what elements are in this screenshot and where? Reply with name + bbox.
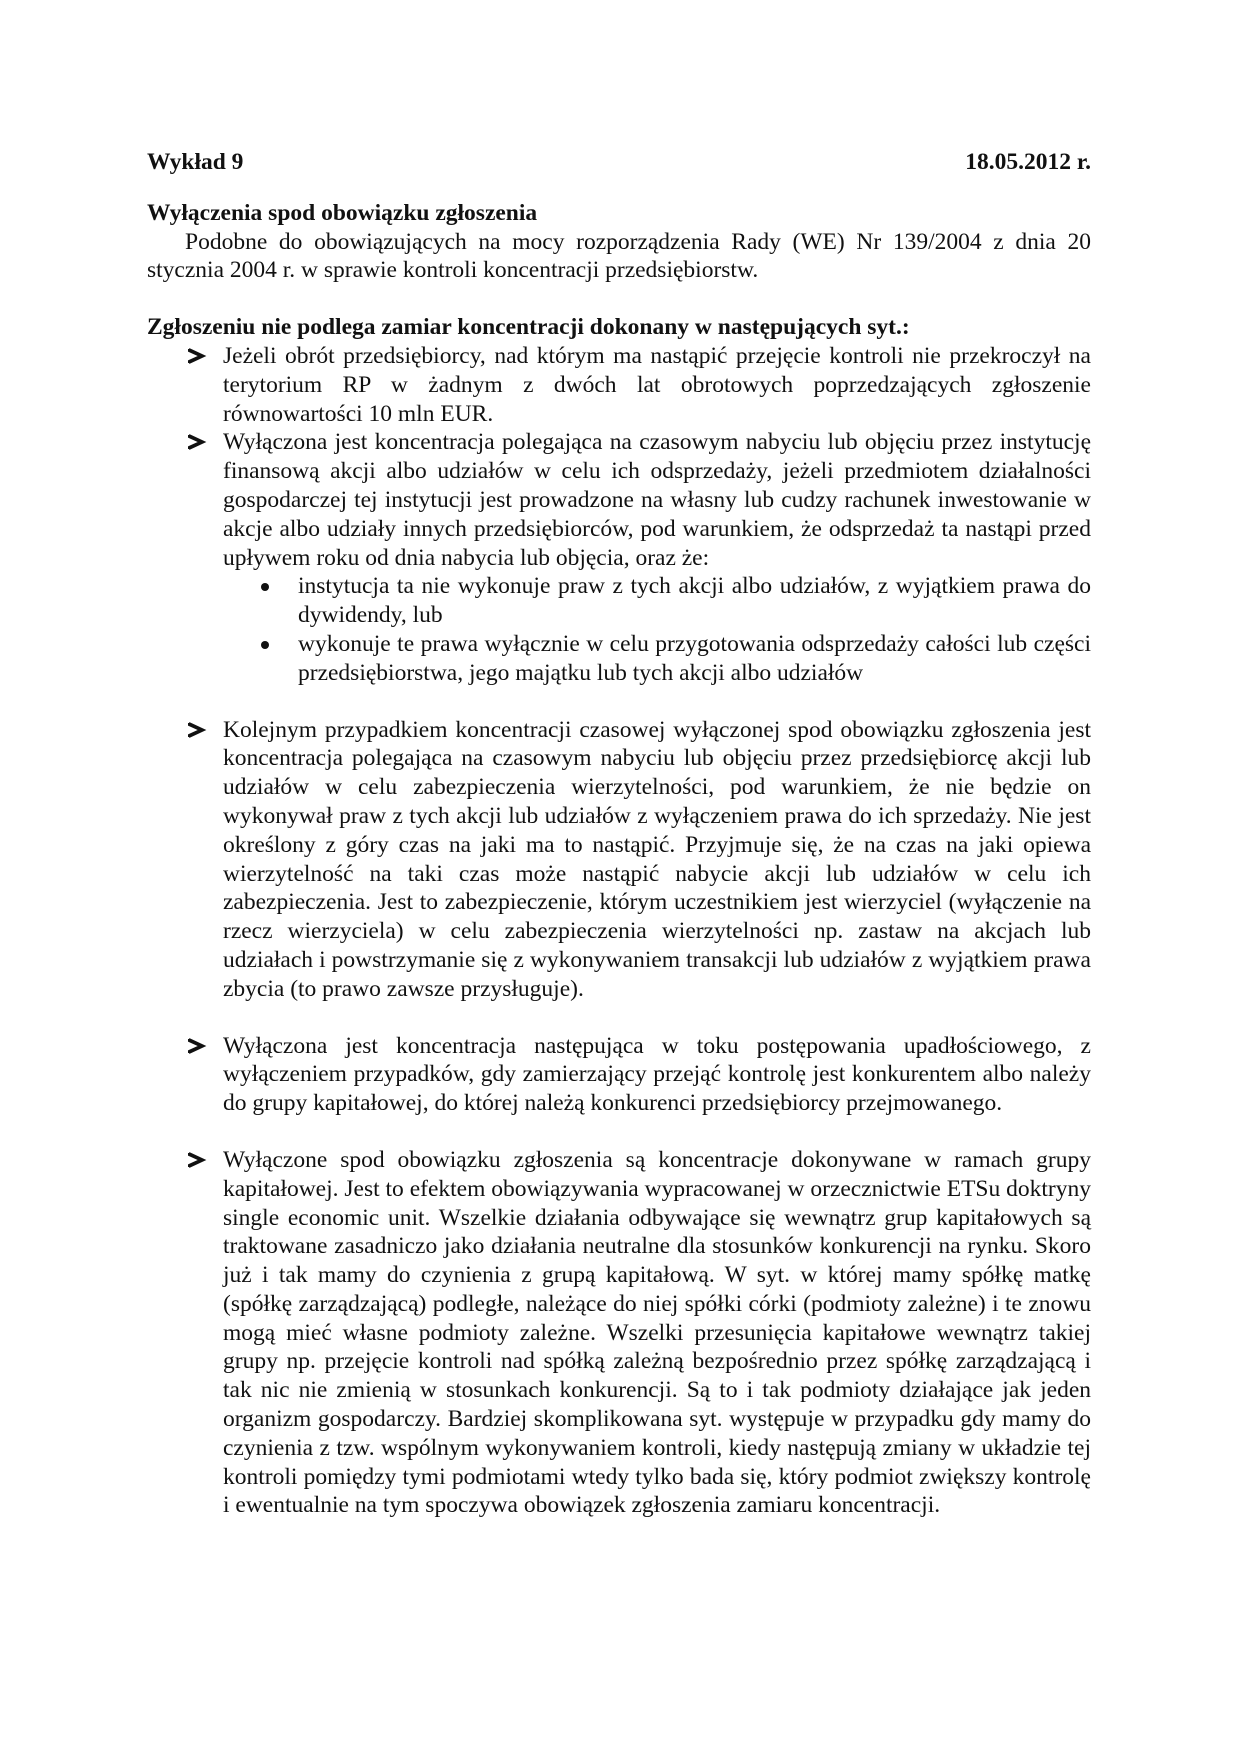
dot-bullet-icon xyxy=(261,641,269,649)
situations-list xyxy=(147,342,1091,688)
list-item-text: Wyłączona jest koncentracja następująca w toku postępowania upadłościowego, z wyłączeniem przypadków, gdy zamierzający przejąć kontrolę jest konkurentem albo należy do grupy kapitałowej, do której należą konkurenci przedsiębiorcy przejmowanego. xyxy=(223,1032,1091,1117)
list-item xyxy=(147,428,1091,687)
sub-list xyxy=(223,572,1091,687)
list-item-text: Jeżeli obrót przedsiębiorcy, nad którym ma nastąpić przejęcie kontroli nie przekroczył na terytorium RP w żadnym z dwóch lat obrotowych poprzedzających zgłoszenie równowartości 10 mln EUR. xyxy=(223,342,1091,427)
lecture-date: 18.05.2012 r. xyxy=(965,149,1091,175)
page-header xyxy=(147,148,1091,177)
list-item xyxy=(147,342,1091,428)
arrow-bullet-icon xyxy=(185,342,209,370)
list-item-text: Wyłączona jest koncentracja polegająca na czasowym nabyciu lub objęciu przez instytucję finansową akcji albo udziałów w celu ich odsprzedaży, jeżeli przedmiotem działalności gospodarczej tej instytucji jest prowadzone na własny lub cudzy rachunek inwestowanie w akcje albo udziały innych przedsiębiorców, pod warunkiem, że odsprzedaż ta nastąpi przed upływem roku od dnia nabycia lub objęcia, oraz że: xyxy=(223,429,1091,571)
sub-list-item xyxy=(223,572,1091,630)
dot-bullet-icon xyxy=(261,583,269,591)
spacer xyxy=(147,1118,1091,1146)
arrow-bullet-icon xyxy=(185,428,209,456)
arrow-bullet-icon xyxy=(185,716,209,744)
section-title-situations: Zgłoszeniu nie podlega zamiar koncentracji dokonany w następujących syt.: xyxy=(147,314,910,341)
situations-list-continued xyxy=(147,1146,1091,1520)
spacer xyxy=(147,1004,1091,1032)
section-title-exemptions: Wyłączenia spod obowiązku zgłoszenia xyxy=(147,199,538,226)
situations-list-continued xyxy=(147,1032,1091,1118)
sub-list-item-text: instytucja ta nie wykonuje praw z tych akcji albo udziałów, z wyjątkiem prawa do dywidendy, lub xyxy=(298,573,1091,629)
sub-list-item xyxy=(223,630,1091,688)
situations-list-continued xyxy=(147,716,1091,1004)
spacer xyxy=(147,688,1091,716)
intro-paragraph: Podobne do obowiązujących na mocy rozporządzenia Rady (WE) Nr 139/2004 z dnia 20 stycznia 2004 r. w sprawie kontroli koncentracji przedsiębiorstw. xyxy=(147,228,1091,284)
document-page xyxy=(147,148,1091,1520)
list-item-text: Wyłączone spod obowiązku zgłoszenia są koncentracje dokonywane w ramach grupy kapitałowej. Jest to efektem obowiązywania wypracowanej w orzecznictwie ETSu doktryny single economic unit. Wszelkie działania odbywające się wewnątrz grup kapitałowych są traktowane zasadniczo jako działania neutralne dla stosunków konkurencji na rynku. Skoro już i tak mamy do czynienia z grupą kapitałową. W syt. w której mamy spółkę matkę (spółkę zarządzającą) podległe, należące do niej spółki córki (podmioty zależne) i te znowu mogą mieć własne podmioty zależne. Wszelki przesunięcia kapitałowe wewnątrz takiej grupy np. przejęcie kontroli nad spółką zależną bezpośrednio przez spółkę zarządzającą i tak nic nie zmienią w stosunkach konkurencji. Są to i tak podmioty działające jak jeden organizm gospodarczy. Bardziej skomplikowana syt. występuje w przypadku gdy mamy do czynienia z tzw. wspólnym wykonywaniem kontroli, kiedy następują zmiany w układzie tej kontroli pomiędzy tymi podmiotami wtedy tylko bada się, który podmiot zwiększy kontrolę i ewentualnie na tym spoczywa obowiązek zgłoszenia zamiaru koncentracji. xyxy=(223,1146,1091,1519)
list-item xyxy=(147,1146,1091,1520)
spacer xyxy=(147,285,1091,313)
lecture-number: Wykład 9 xyxy=(147,149,244,175)
sub-list-item-text: wykonuje te prawa wyłącznie w celu przygotowania odsprzedaży całości lub części przedsiębiorstwa, jego majątku lub tych akcji albo udziałów xyxy=(298,630,1091,686)
list-item-text: Kolejnym przypadkiem koncentracji czasowej wyłączonej spod obowiązku zgłoszenia jest koncentracja polegająca na czasowym nabyciu lub objęciu przez przedsiębiorcę akcji lub udziałów w celu zabezpieczenia wierzytelności, pod warunkiem, że nie będzie on wykonywał praw z tych akcji lub udziałów z wyłączeniem prawa do ich sprzedaży. Nie jest określony z góry czas na jaki ma to nastąpić. Przyjmuje się, że na czas na jaki opiewa wierzytelność na taki czas może nastąpić nabycie akcji lub udziałów w celu ich zabezpieczenia. Jest to zabezpieczenie, którym uczestnikiem jest wierzyciel (wyłączenie na rzecz wierzyciela) w celu zabezpieczenia wierzytelności np. zastaw na akcjach lub udziałach i powstrzymanie się z wykonywaniem transakcji lub udziałów z wyjątkiem prawa zbycia (to prawo zawsze przysługuje). xyxy=(223,716,1091,1002)
list-item xyxy=(147,716,1091,1004)
list-item xyxy=(147,1032,1091,1118)
arrow-bullet-icon xyxy=(185,1032,209,1060)
arrow-bullet-icon xyxy=(185,1146,209,1174)
